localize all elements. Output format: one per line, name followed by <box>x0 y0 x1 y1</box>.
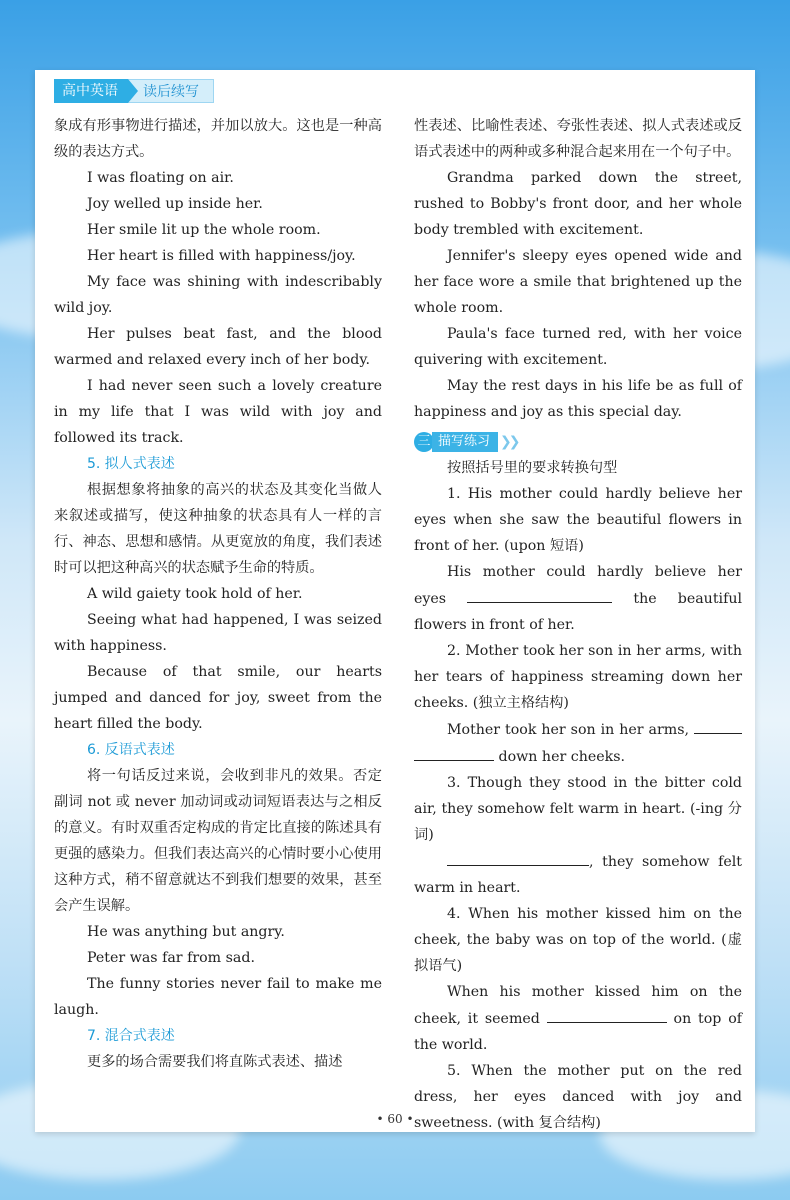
section-heading-practice <box>414 429 742 455</box>
answer-4-blank[interactable] <box>547 1005 667 1023</box>
section-number-badge: 三 <box>414 432 434 452</box>
paragraph: Her smile lit up the whole room. <box>87 222 321 238</box>
answer-4-end: on top of the world. <box>414 1011 742 1053</box>
paragraph: A wild gaiety took hold of her. <box>87 586 303 602</box>
paragraph: He was anything but angry. <box>87 924 285 940</box>
section-heading: 6. 反语式表述 <box>87 742 175 758</box>
double-chevron-icon: ❯❯ <box>500 434 518 450</box>
answer-1 <box>414 559 742 638</box>
paragraph: Grandma parked down the street, rushed to Bobby's front door, and her whole body trembled with excitement. <box>414 170 742 238</box>
exercise-intro: 按照括号里的要求转换句型 <box>447 460 618 476</box>
paragraph: Her pulses beat fast, and the blood warmed and relaxed every inch of her body. <box>54 326 382 368</box>
answer-2-start: Mother took her son in her arms, <box>447 722 690 738</box>
answer-3 <box>414 848 742 901</box>
paragraph: 性表述、比喻性表述、夸张性表述、拟人式表述或反语式表述中的两种或多种混合起来用在一个句子中。 <box>414 118 742 160</box>
paragraph: Peter was far from sad. <box>87 950 255 966</box>
answer-1-start: His mother could hardly believe her eyes <box>414 564 742 607</box>
answer-4 <box>414 979 742 1058</box>
answer-2-end: down her cheeks. <box>498 749 626 765</box>
question-3: 3. Though they stood in the bitter cold air, they somehow felt warm in heart. (-ing 分词) <box>414 775 742 843</box>
paragraph: 更多的场合需要我们将直陈式表述、描述 <box>87 1054 343 1070</box>
answer-3-end: , they somehow felt warm in heart. <box>414 854 742 896</box>
answer-3-blank[interactable] <box>447 848 589 866</box>
answer-1-blank[interactable] <box>467 585 612 603</box>
series-label: 高中英语 <box>54 79 128 103</box>
paragraph: The funny stories never fail to make me laugh. <box>54 976 382 1018</box>
paragraph: Jennifer's sleepy eyes opened wide and her face wore a smile that brightened up the whole room. <box>414 248 742 316</box>
answer-4-start: When his mother kissed him on the cheek, it seemed <box>414 984 742 1027</box>
section-heading: 5. 拟人式表述 <box>87 456 175 472</box>
paragraph: I was floating on air. <box>87 170 234 186</box>
paragraph: My face was shining with indescribably wild joy. <box>54 274 382 316</box>
answer-2-blank-a[interactable] <box>694 716 742 734</box>
paragraph: 象成有形事物进行描述，并加以放大。这也是一种高级的表达方式。 <box>54 118 382 160</box>
page-header <box>54 79 214 103</box>
paragraph: Her heart is filled with happiness/joy. <box>87 248 356 264</box>
answer-2 <box>414 716 742 770</box>
paragraph: Paula's face turned red, with her voice quivering with excitement. <box>414 326 742 368</box>
paragraph: Seeing what had happened, I was seized with happiness. <box>54 612 382 654</box>
topic-label: 读后续写 <box>128 79 214 103</box>
paragraph: Because of that smile, our hearts jumped and danced for joy, sweet from the heart filled the body. <box>54 664 382 732</box>
section-title: 描写练习 <box>432 432 498 452</box>
mixed-examples <box>414 113 742 425</box>
book-page <box>35 70 755 1132</box>
answer-1-end: the beautiful flowers in front of her. <box>414 591 742 633</box>
paragraph: May the rest days in his life be as full of happiness and joy as this special day. <box>414 378 742 420</box>
question-5: 5. When the mother put on the red dress, her eyes danced with joy and sweetness. (with 复合结构) <box>414 1063 742 1131</box>
left-column <box>54 113 382 1075</box>
paragraph: I had never seen such a lovely creature in my life that I was wild with joy and followed its track. <box>54 378 382 446</box>
answer-2-blank-b[interactable] <box>414 743 494 761</box>
page-number: • 60 • <box>376 1112 414 1126</box>
right-column <box>414 113 742 1136</box>
section-heading: 7. 混合式表述 <box>87 1028 175 1044</box>
paragraph: 将一句话反过来说，会收到非凡的效果。否定副词 not 或 never 加动词或动词短语表达与之相反的意义。有时双重否定构成的肯定比直接的陈述具有更强的感染力。但我们表达高兴的心情时要小心使用这种方式，稍不留意就达不到我们想要的效果，甚至会产生误解。 <box>54 768 382 914</box>
paragraph: Joy welled up inside her. <box>87 196 263 212</box>
question-1: 1. His mother could hardly believe her eyes when she saw the beautiful flowers in front of her. (upon 短语) <box>414 486 742 554</box>
header-arrow-icon <box>128 79 138 103</box>
paragraph: 根据想象将抽象的高兴的状态及其变化当做人来叙述或描写，使这种抽象的状态具有人一样的言行、神态、思想和感情。从更宽放的角度，我们表述时可以把这种高兴的状态赋予生命的特质。 <box>54 482 382 576</box>
question-2: 2. Mother took her son in her arms, with her tears of happiness streaming down her cheeks. (独立主格结构) <box>414 643 742 711</box>
question-4: 4. When his mother kissed him on the cheek, the baby was on top of the world. (虚拟语气) <box>414 906 742 974</box>
